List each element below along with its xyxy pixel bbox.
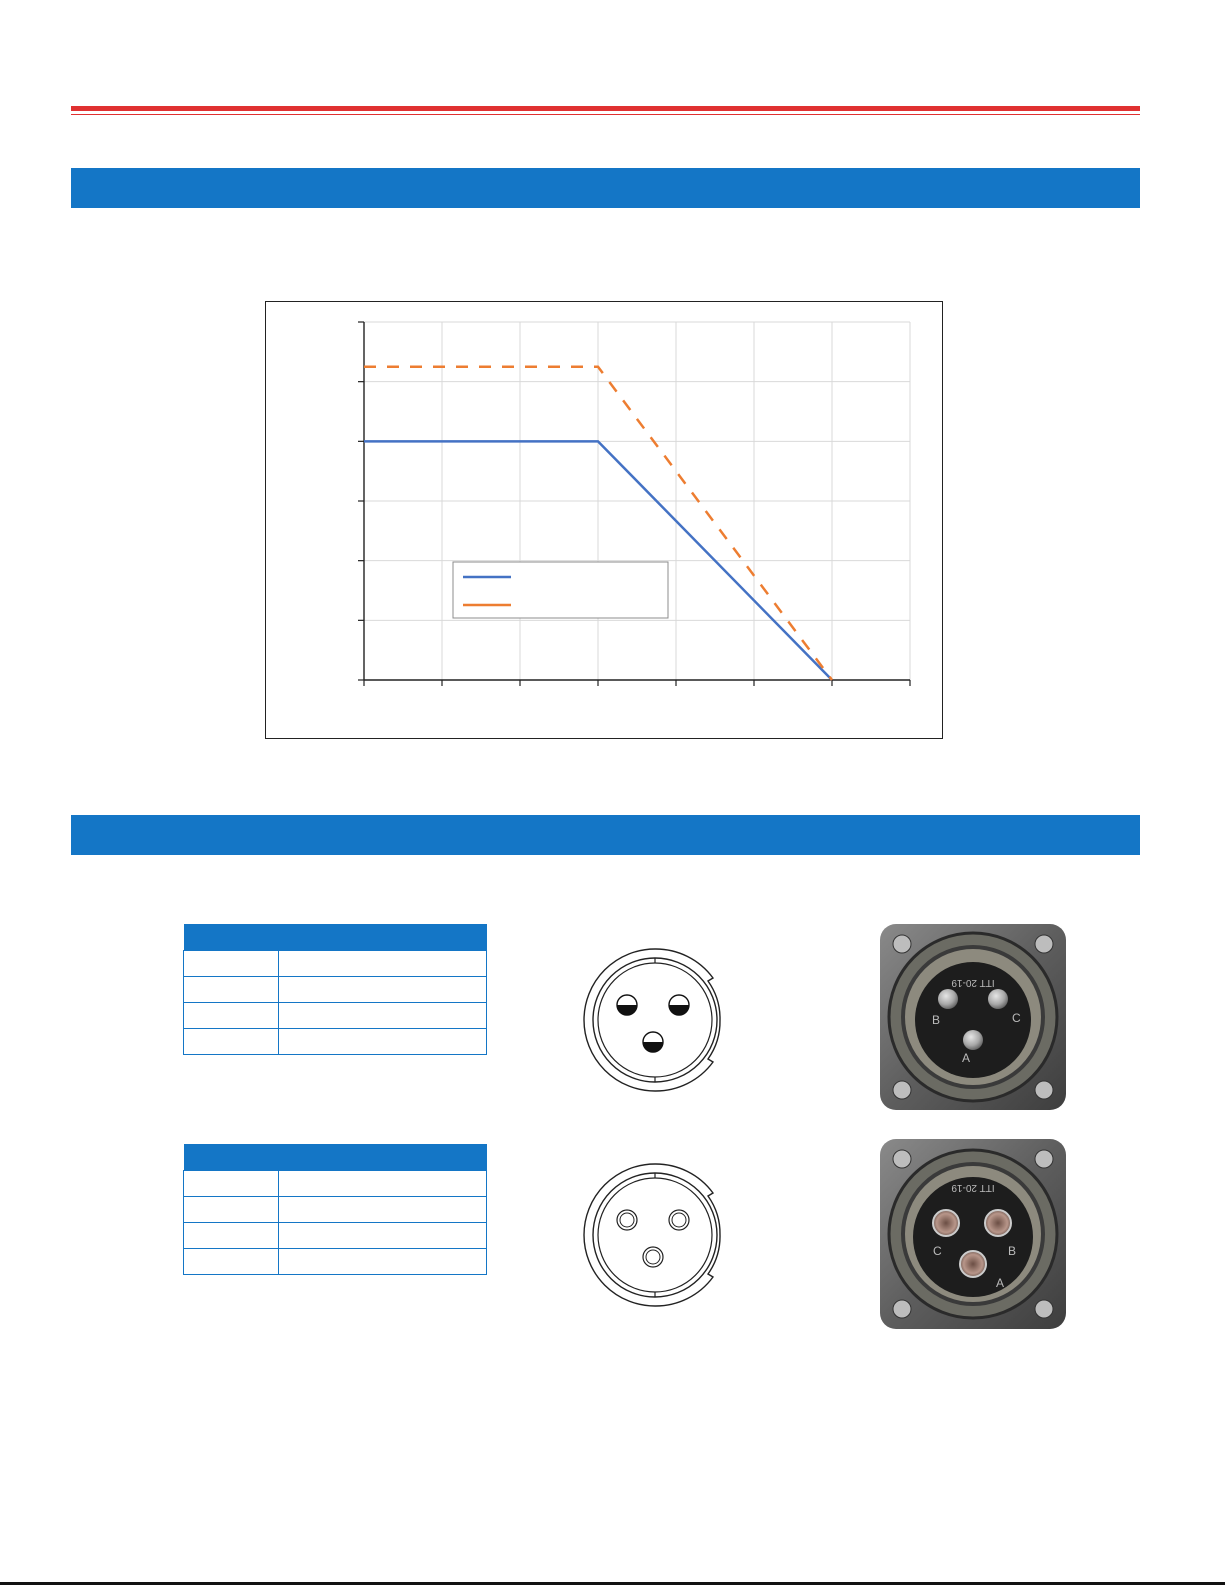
derating-chart [266, 302, 944, 740]
table-cell [184, 951, 279, 977]
table-row [184, 1197, 487, 1223]
socket-a-icon [643, 1247, 663, 1267]
socket-b-icon [669, 1210, 689, 1230]
table-cell [184, 977, 279, 1003]
header-rule-thin [71, 114, 1140, 115]
pin-a-icon [643, 1032, 663, 1052]
pin-b-icon [617, 995, 637, 1015]
header-rule-thick [71, 106, 1140, 111]
table-cell [279, 1223, 487, 1249]
pin-table-male [183, 924, 487, 1055]
photo-pin-label: C [1012, 1011, 1021, 1025]
table-cell [184, 1249, 279, 1275]
socket-c-icon [617, 1210, 637, 1230]
female-connector-photo [878, 1137, 1068, 1331]
table-cell [184, 1171, 279, 1197]
table-cell [279, 951, 487, 977]
photo-marking: ITT 20-19 [951, 1182, 995, 1193]
table-row [184, 1223, 487, 1249]
chart-frame [265, 301, 943, 739]
photo-pin-label: B [1008, 1244, 1017, 1258]
table-cell [279, 977, 487, 1003]
male-connector-diagram [580, 945, 730, 1095]
table-cell [279, 1171, 487, 1197]
table-header-cell [184, 1144, 279, 1171]
table-cell [279, 1249, 487, 1275]
table-row [184, 1249, 487, 1275]
section-bar-chart [71, 168, 1140, 208]
photo-pin-label: B [932, 1013, 941, 1027]
female-connector-diagram [580, 1160, 730, 1310]
table-row [184, 1029, 487, 1055]
table-header-cell [279, 924, 487, 951]
table-cell [184, 1029, 279, 1055]
table-row [184, 951, 487, 977]
table-cell [184, 1197, 279, 1223]
table-header-row [184, 924, 487, 951]
table-row [184, 977, 487, 1003]
pin-c-icon [669, 995, 689, 1015]
table-header-cell [279, 1144, 487, 1171]
table-cell [184, 1223, 279, 1249]
pin-table-female [183, 1144, 487, 1275]
table-row [184, 1003, 487, 1029]
chart-legend-box [453, 562, 668, 618]
table-cell [279, 1029, 487, 1055]
table-row [184, 1171, 487, 1197]
table-header-row [184, 1144, 487, 1171]
photo-marking: ITT 20-19 [951, 977, 995, 988]
male-connector-photo [878, 922, 1068, 1112]
photo-pin-label: A [962, 1051, 971, 1065]
table-cell [279, 1197, 487, 1223]
photo-pin-label: A [996, 1276, 1005, 1290]
table-cell [279, 1003, 487, 1029]
section-bar-connectors [71, 815, 1140, 855]
table-cell [184, 1003, 279, 1029]
photo-pin-label: C [933, 1244, 942, 1258]
table-header-cell [184, 924, 279, 951]
